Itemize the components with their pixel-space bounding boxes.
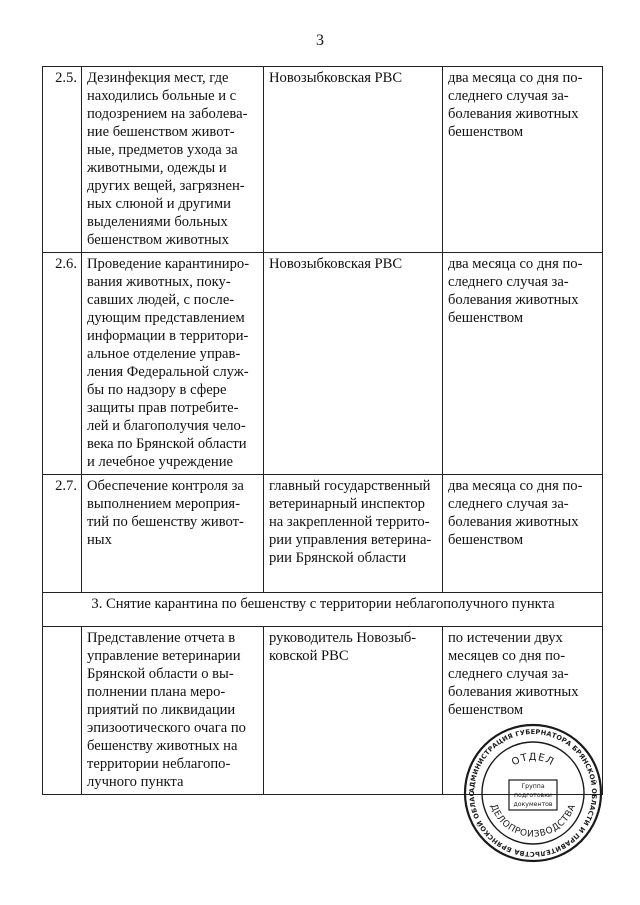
deadline-cell: два месяца со дня по- следнего случая за- болевания животных бешенством (443, 253, 603, 475)
table-row (43, 475, 603, 593)
row-number: 2.5. (43, 67, 82, 253)
responsible-cell: Новозыбковская РВС (264, 67, 443, 253)
action-cell: Обеспечение контроля за выполнением мероприя- тий по бешенству живот- ных (82, 475, 264, 593)
stamp-top-word: ОТДЕЛ (510, 751, 556, 769)
deadline-cell: два месяца со дня по- следнего случая за- болевания животных бешенством (443, 67, 603, 253)
stamp-inner-line: Группа (521, 783, 545, 790)
responsible-cell: Новозыбковская РВС (264, 253, 443, 475)
responsible-cell: главный государственный ветеринарный инспектор на закрепленной террито- рии управления ветерина- рии Брянской области (264, 475, 443, 593)
section-3-title: 3. Снятие карантина по бешенству с территории неблагополучного пункта (43, 593, 603, 627)
stamp-seal-icon (462, 722, 604, 864)
page-number: 3 (316, 32, 324, 49)
action-cell: Представление отчета в управление ветеринарии Брянской области о вы- полнении плана меро- приятий по ликвидации эпизоотического очага по бешенству животных на территории неблагопо- лучного пункта (82, 627, 264, 795)
action-cell: Дезинфекция мест, где находились больные и с подозрением на заболева- ние бешенством живот- ные, предметов ухода за животными, одежды и других вещей, загрязнен- ных слюной и другими выделениями больных бешенством животных (82, 67, 264, 253)
stamp-inner-line: документов (513, 801, 553, 808)
responsible-cell: руководитель Новозыб- ковской РВС (264, 627, 443, 795)
action-cell: Проведение карантиниро- вания животных, поку- савших людей, с после- дующим представлением информации в территори- альное отделение управ- ления Федеральной служ- бы по надзору в сфере защиты прав потребите- лей и благополучия чело- века по Брянской области и лечебное учреждение (82, 253, 264, 475)
deadline-cell: по истечении двух месяцев со дня по- следнего случая за- болевания животных бешенством (443, 627, 603, 795)
row-number (43, 627, 82, 795)
table-row (43, 67, 603, 253)
stamp-bottom-word: ДЕЛОПРОИЗВОДСТВА (487, 802, 579, 840)
deadline-cell: два месяца со дня по- следнего случая за- болевания животных бешенством (443, 475, 603, 593)
stamp-inner-line: подготовки (514, 792, 552, 799)
stamp-outer-text: АДМИНИСТРАЦИЯ ГУБЕРНАТОРА БРЯНСКОЙ ОБЛАСТИ И ПРАВИТЕЛЬСТВА БРЯНСКОЙ ОБЛАС (467, 727, 599, 859)
svg-text:ДЕЛОПРОИЗВОДСТВА (488, 803, 578, 840)
svg-text:ОТДЕЛ (510, 752, 556, 768)
section-heading-row (43, 593, 603, 627)
row-number: 2.7. (43, 475, 82, 593)
table-row (43, 253, 603, 475)
row-number: 2.6. (43, 253, 82, 475)
official-stamp (462, 722, 604, 864)
measures-table (42, 66, 603, 795)
